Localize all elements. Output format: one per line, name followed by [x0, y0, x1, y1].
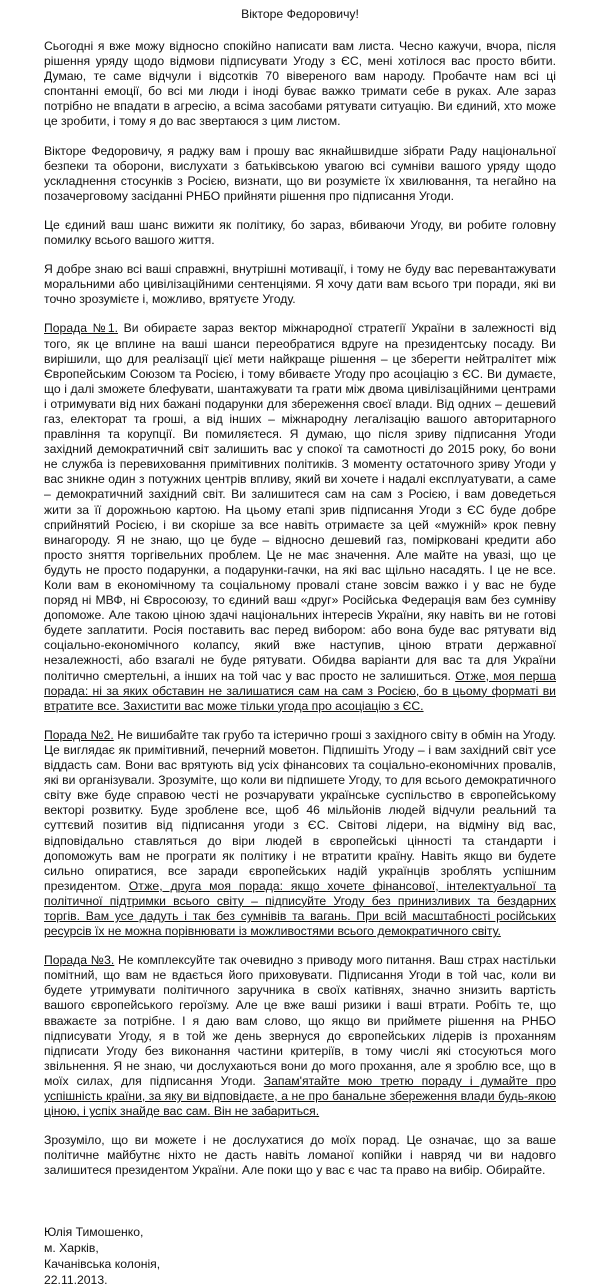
advice-3-conclusion: Запам'ятайте мою третю пораду і думайте про успішність країни, за яку ви відповідаєте, а не про банальне збереження влади будь-якою ціною, і успіх знайде вас сам. Він не забариться. [44, 1073, 556, 1119]
advice-1-label: Порада №1. [44, 321, 119, 336]
paragraph-closing: Зрозуміло, що ви можете і не дослухатися до моїх порад. Це означає, що за ваше політичне майбутнє ніхто не дасть навіть ломаної копійки і навряд чи ви надовго залишитеся президентом України. Але поки що у вас є час та право на вибір. Обирайте. [44, 1133, 556, 1178]
paragraph-intro: Сьогодні я вже можу відносно спокійно написати вам листа. Чесно кажучи, вчора, після рішення уряду щодо відмови підписувати Угоду з ЄС, мені хотілося вас просто вбити. Думаю, те саме відчули і відсотків 70 вівереного вам народу. Пробачте нам всі ці спонтанні емоції, бо всі ми люди і іноді буває важко тримати себе в руках. Але зараз потрібно не впадати в агресію, а всіма засобами рятувати ситуацію. Ви єдиний, хто може це зробити, і тому я до вас звертаюся з цим листом. [44, 39, 556, 129]
advice-1-paragraph [44, 321, 556, 713]
paragraph-three-advices: Я добре знаю всі ваші справжні, внутрішні мотивації, і тому не буду вас перевантажувати моральними або цивілізаційними сентенціями. Я хочу дати вам всього три поради, які ви точно зрозумієте і, можливо, врятуєте Угоду. [44, 262, 556, 307]
letter-salutation: Вікторе Федоровичу! [241, 7, 359, 21]
signature-date: 22.11.2013. [44, 1273, 108, 1288]
advice-3-text: Не комплексуйте так очевидно з приводу мого питання. Ваш страх настільки помітний, що вам не вдається його приховувати. Підписання Угоди в той час, коли ви будете утримувати політичного заручника в своїх катівнях, значно знизить вартість вашого європейського героїзму. Але це вже ваші ризики і ваші втрати. Робіть те, що вважаєте за потрібне. І я даю вам слово, що якщо ви приймете рішення на РНБО підписувати Угоду, я в той же день звернуся до європейських лідерів із проханням підписати Угоду без виконання частини критеріїв, в тому числі які стосуються мого звільнення. Я не знаю, чи дослухаються вони до мого прохання, але я зроблю все, що в моїх силах, для підписання Угоди. [44, 953, 556, 1088]
signature-city: м. Харків, [44, 1241, 99, 1256]
advice-1-conclusion: Отже, моя перша порада: ні за яких обставин не залишатися сам на сам з Росією, бо в цьому форматі ви втратите все. Захистити вас може тільки угода про асоціацію з ЄС. [44, 668, 556, 713]
advice-2-text: Не вишибайте так грубо та істерично гроші з західного світу в обмін на Угоду. Це виглядає як примітивний, печерний моветон. Підпишіть Угоду – і вам західний світ усе віддасть сам. Вони вас врятують від усіх фінансових та соціально-економічних провалів, які ви організували. Зрозуміте, що коли ви підпишете Угоду, то для всього демократичного світу вже буде справою честі не розчарувати українське суспільство в європейському векторі розвитку. Буде зроблене все, щоб 46 мільйонів людей відчули реальний та суттєвий позитив від підписання угоди з ЄС. Світові лідери, на відміну від вас, відповідально ставляться до віри людей в європейські цінності та стандарти і допоможуть вам не програти як політику і не втратити країну. Навіть якщо ви будете сильно опиратися, все заради європейських надій українців зроблять успішним президентом. [44, 727, 556, 893]
paragraph-request: Вікторе Федоровичу, я раджу вам і прошу вас якнайшвидше зібрати Раду національної безпеки та оборони, вислухати з батьківською увагою всі сумніви вашого уряду щодо ускладнення стосунків з Росією, визнати, що ви розумієте їх хвилювання, та негайно на позачерговому засіданні РНБО прийняти рішення про підписання Угоди. [44, 143, 556, 203]
advice-2-paragraph [44, 728, 556, 939]
signature-name: Юлія Тимошенко, [44, 1225, 144, 1240]
advice-1-text: Ви обираєте зараз вектор міжнародної стратегії України в залежності від того, як це вплине на ваші шанси переобратися вдруге на президентську посаду. Ви вирішили, що для реалізації цієї мети найкраще рішення – це зберегти нейтралітет між Європейським Союзом та Росією, і тому вбиваєте Угоду про асоціацію з ЄС. Ви думаєте, що і далі зможете блефувати, шантажувати та грати між двома цивілізаційними центрами і отримувати від них бажані подарунки для збереження своєї влади. Від одних – дешевий газ, електорат та гроші, а від інших – міжнародну легалізацію вашого авторитарного правління та корупції. Ви помиляєтеся. Я думаю, що після зриву підписання Угоди західний демократичний світ залишить вас у спокої та самотності до 2015 року, бо вони не служба із перевиховання примітивних політиків. З моменту остаточного зриву Угоди у вас зникне один з потужних центрів впливу, який ви хочете і надалі експлуатувати, а саме – демократичний західний світ. Ви залишитеся сам на сам з Росією, і вам доведеться жити за її дорожньою картою. На цьому етапі зрив підписання Угоди з ЄС буде добре сприйнятий Росією, і ви скоріше за все навіть отримаєте за цей «мужній» крок певну винагороду. Я не знаю, що це буде – відносно дешевий газ, помірковані кредити або просто зняття торгівельних проблем. Це не має значення. Але майте на увазі, що це будуть не просто подарунки, а подарунки-гачки, на які вас щільно насадять. І це не все. Коли вам в економічному та соціальному провалі стане зовсім важко і у вас не буде поряд ні МВФ, ні Євросоюзу, то єдиний ваш «друг» Російська Федерація вам без сумніву допоможе. Але такою ціною здачі національних інтересів України, яку навіть ви не готові будете заплатити. Росія поставить вас перед вибором: або вона буде вас рятувати від соціально-економічного колапсу, який вже наступив, ціною втрати державної незалежності, або взагалі не буде рятувати. Обидва варіанти для вас та для України політично смертельні, а інших на той час у вас просто не залишиться. [44, 321, 557, 683]
advice-2-label: Порада №2. [44, 727, 114, 742]
advice-2-conclusion: Отже, друга моя порада: якщо хочете фінансової, інтелектуальної та політичної підтримки всього світу – підписуйте Угоду без принизливих та бездарних торгів. Вам усе дадуть і так без сумнівів та вагань. При всій масштабності російських ресурсів їх не можна порівнювати із можливостями всього демократичного світу. [44, 878, 557, 939]
signature-place: Качанівська колонія, [44, 1257, 161, 1272]
advice-3-label: Порада №3. [44, 953, 115, 968]
paragraph-only-chance: Це єдиний ваш шанс вижити як політику, бо зараз, вбиваючи Угоду, ви робите головну помилку всього вашого життя. [44, 217, 556, 248]
signature-block [44, 1224, 556, 1288]
advice-3-paragraph [44, 953, 556, 1119]
